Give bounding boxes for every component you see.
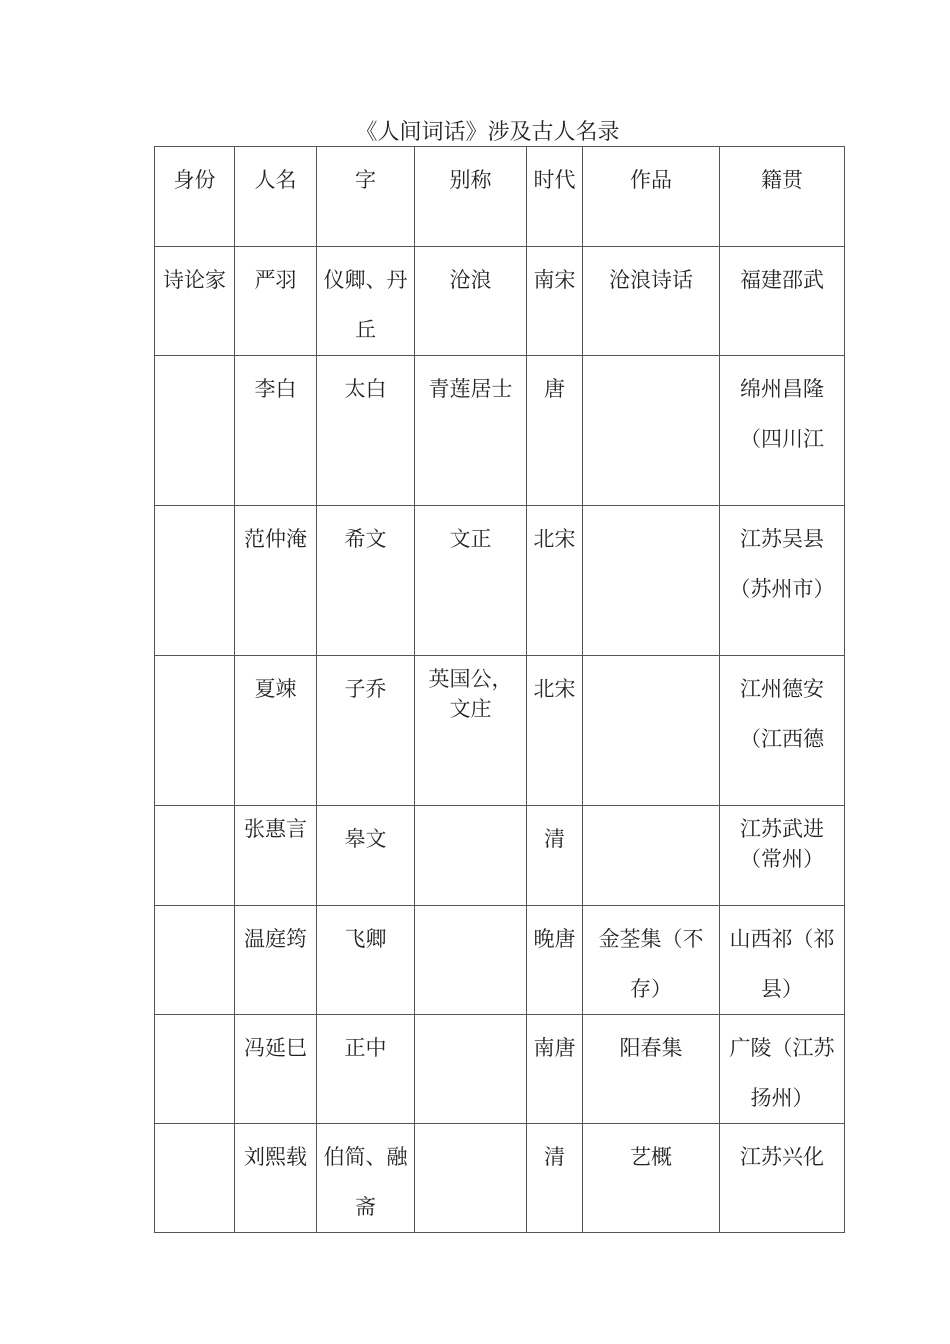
header-origin: 籍贯 <box>720 147 845 247</box>
cell-origin: 江苏吴县（苏州市） <box>720 506 845 656</box>
cell-era: 晚唐 <box>527 906 583 1015</box>
header-era: 时代 <box>527 147 583 247</box>
cell-alias: 文正 <box>415 506 527 656</box>
cell-courtesy: 希文 <box>317 506 415 656</box>
cell-name: 温庭筠 <box>235 906 317 1015</box>
cell-identity <box>155 806 235 906</box>
cell-origin: 山西祁（祁县） <box>720 906 845 1015</box>
cell-origin: 江苏武进（常州） <box>720 806 845 906</box>
cell-identity: 诗论家 <box>155 247 235 356</box>
table-row <box>155 806 845 906</box>
cell-identity <box>155 1015 235 1124</box>
cell-era: 清 <box>527 806 583 906</box>
header-identity: 身份 <box>155 147 235 247</box>
cell-name: 刘熙载 <box>235 1124 317 1233</box>
cell-alias: 青莲居士 <box>415 356 527 506</box>
cell-works <box>583 356 720 506</box>
document-title: 《人间词话》涉及古人名录 <box>355 120 620 145</box>
cell-alias: 沧浪 <box>415 247 527 356</box>
cell-alias <box>415 906 527 1015</box>
cell-era: 北宋 <box>527 506 583 656</box>
cell-era: 北宋 <box>527 656 583 806</box>
cell-origin: 广陵（江苏扬州） <box>720 1015 845 1124</box>
cell-works <box>583 806 720 906</box>
cell-name: 冯延巳 <box>235 1015 317 1124</box>
cell-works: 艺概 <box>583 1124 720 1233</box>
cell-works <box>583 656 720 806</box>
cell-origin: 江苏兴化 <box>720 1124 845 1233</box>
cell-origin: 福建邵武 <box>720 247 845 356</box>
cell-alias: 英国公，文庄 <box>415 656 527 806</box>
cell-courtesy: 皋文 <box>317 806 415 906</box>
table-row <box>155 1124 845 1233</box>
cell-courtesy: 正中 <box>317 1015 415 1124</box>
table-row <box>155 506 845 656</box>
cell-alias <box>415 1015 527 1124</box>
cell-era: 唐 <box>527 356 583 506</box>
cell-courtesy: 太白 <box>317 356 415 506</box>
cell-name: 严羽 <box>235 247 317 356</box>
cell-alias <box>415 806 527 906</box>
cell-identity <box>155 1124 235 1233</box>
cell-name: 张惠言 <box>235 806 317 906</box>
cell-name: 李白 <box>235 356 317 506</box>
cell-era: 南宋 <box>527 247 583 356</box>
cell-courtesy: 飞卿 <box>317 906 415 1015</box>
cell-alias <box>415 1124 527 1233</box>
cell-era: 清 <box>527 1124 583 1233</box>
cell-origin: 绵州昌隆（四川江 <box>720 356 845 506</box>
table-row <box>155 906 845 1015</box>
header-courtesy: 字 <box>317 147 415 247</box>
header-alias: 别称 <box>415 147 527 247</box>
cell-origin: 江州德安（江西德 <box>720 656 845 806</box>
cell-name: 范仲淹 <box>235 506 317 656</box>
cell-name: 夏竦 <box>235 656 317 806</box>
cell-works: 阳春集 <box>583 1015 720 1124</box>
cell-courtesy: 伯简、融斋 <box>317 1124 415 1233</box>
header-name: 人名 <box>235 147 317 247</box>
table-row <box>155 1015 845 1124</box>
table-row <box>155 656 845 806</box>
cell-works <box>583 506 720 656</box>
cell-works: 沧浪诗话 <box>583 247 720 356</box>
cell-courtesy: 仪卿、丹丘 <box>317 247 415 356</box>
header-works: 作品 <box>583 147 720 247</box>
cell-works: 金荃集（不存） <box>583 906 720 1015</box>
cell-courtesy: 子乔 <box>317 656 415 806</box>
cell-identity <box>155 506 235 656</box>
cell-era: 南唐 <box>527 1015 583 1124</box>
table-row <box>155 356 845 506</box>
table-row <box>155 247 845 356</box>
cell-identity <box>155 356 235 506</box>
cell-identity <box>155 656 235 806</box>
table-header-row <box>155 147 845 247</box>
names-table <box>154 146 845 1233</box>
cell-identity <box>155 906 235 1015</box>
